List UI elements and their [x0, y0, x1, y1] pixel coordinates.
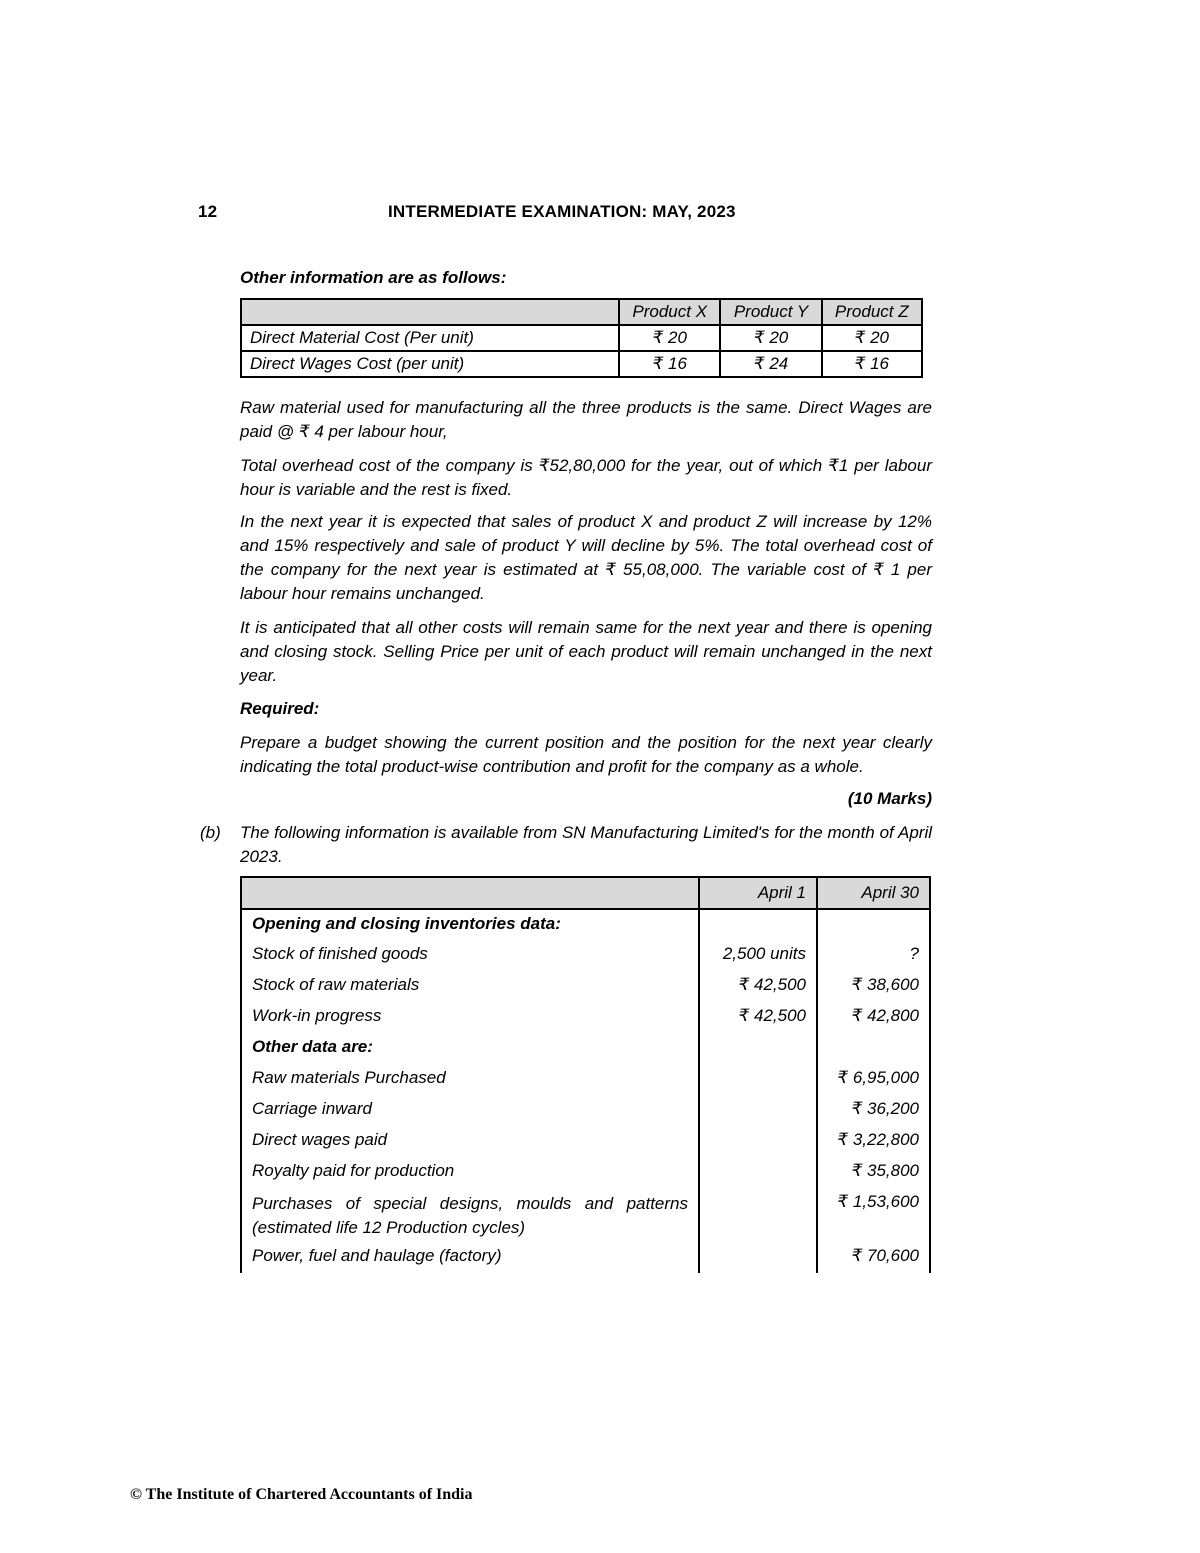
- row-label: Direct Material Cost (Per unit): [241, 325, 619, 351]
- page-number: 12: [198, 202, 218, 221]
- row-label: Power, fuel and haulage (factory): [241, 1242, 699, 1273]
- table-header-cell: Product Z: [822, 299, 922, 325]
- cell-value: ₹ 1,53,600: [817, 1188, 930, 1242]
- table-header-cell: Product X: [619, 299, 720, 325]
- cell-value: 2,500 units: [699, 940, 817, 971]
- cell-value: ₹ 35,800: [817, 1157, 930, 1188]
- copyright-footer: © The Institute of Chartered Accountants of India: [130, 1486, 473, 1503]
- table-row: [241, 971, 930, 1002]
- row-label: Royalty paid for production: [241, 1157, 699, 1188]
- cell-value: [699, 1095, 817, 1126]
- table-row: [241, 1095, 930, 1126]
- row-label: Stock of finished goods: [241, 940, 699, 971]
- cell-value: ₹ 42,500: [699, 971, 817, 1002]
- table-row: [241, 1064, 930, 1095]
- other-info-heading: Other information are as follows:: [240, 268, 507, 287]
- table-row: [241, 1157, 930, 1188]
- cell-value: [699, 1242, 817, 1273]
- table-row: [241, 325, 922, 351]
- paragraph-anticipated: It is anticipated that all other costs will remain same for the next year and there is opening and closing stock. Selling Price per unit of each product will remain unchanged in the next year.: [240, 618, 932, 685]
- required-heading: Required:: [240, 699, 320, 718]
- cell-value: ₹ 6,95,000: [817, 1064, 930, 1095]
- section-heading: Opening and closing inventories data:: [241, 909, 699, 940]
- cell-value: ₹ 16: [822, 351, 922, 377]
- cell-value: ₹ 42,500: [699, 1002, 817, 1033]
- required-text: Prepare a budget showing the current position and the position for the next year clearly indicating the total product-wise contribution and profit for the company as a whole.: [240, 733, 932, 776]
- inventory-data-table: [240, 876, 931, 1273]
- row-label: Raw materials Purchased: [241, 1064, 699, 1095]
- cell-value: ₹ 24: [720, 351, 821, 377]
- table-row: [241, 1242, 930, 1273]
- part-b-label: (b): [200, 823, 221, 842]
- paragraph-raw-material: Raw material used for manufacturing all the three products is the same. Direct Wages are paid @ ₹ 4 per labour hour,: [240, 398, 932, 441]
- table-header-cell: April 1: [699, 877, 817, 909]
- table-header-cell: April 30: [817, 877, 930, 909]
- cell-value: ₹ 16: [619, 351, 720, 377]
- cell-value: [699, 1188, 817, 1242]
- cell-value: ₹ 36,200: [817, 1095, 930, 1126]
- table-row: [241, 351, 922, 377]
- table-header-cell: Product Y: [720, 299, 821, 325]
- cell-value: ₹ 3,22,800: [817, 1126, 930, 1157]
- row-label: Direct wages paid: [241, 1126, 699, 1157]
- table-header-cell: [241, 877, 699, 909]
- cell-value: [699, 1126, 817, 1157]
- part-b-text: The following information is available from SN Manufacturing Limited's for the month of April 2023.: [240, 823, 932, 866]
- section-heading: Other data are:: [241, 1033, 699, 1064]
- table-header-row: [241, 877, 930, 909]
- cell-value: ₹ 70,600: [817, 1242, 930, 1273]
- paragraph-next-year: In the next year it is expected that sales of product X and product Z will increase by 12% and 15% respectively and sale of product Y will decline by 5%. The total overhead cost of the company for the next year is estimated at ₹ 55,08,000. The variable cost of ₹ 1 per labour hour remains unchanged.: [240, 512, 932, 603]
- cell-value: ?: [817, 940, 930, 971]
- marks-label: (10 Marks): [847, 789, 932, 808]
- paragraph-overhead: Total overhead cost of the company is ₹52,80,000 for the year, out of which ₹1 per labour hour is variable and the rest is fixed.: [240, 456, 932, 499]
- page-header-title: INTERMEDIATE EXAMINATION: MAY, 2023: [388, 202, 736, 221]
- table-row: [241, 1126, 930, 1157]
- row-label: Purchases of special designs, moulds and patterns (estimated life 12 Production cycles): [241, 1188, 699, 1242]
- cell-value: [699, 1157, 817, 1188]
- section-row: [241, 1033, 930, 1064]
- row-label: Direct Wages Cost (per unit): [241, 351, 619, 377]
- cell-value: ₹ 20: [720, 325, 821, 351]
- table-row: [241, 1188, 930, 1242]
- table-header-row: [241, 299, 922, 325]
- cell-value: ₹ 20: [822, 325, 922, 351]
- cell-value: ₹ 42,800: [817, 1002, 930, 1033]
- product-cost-table: [240, 298, 923, 378]
- row-label: Carriage inward: [241, 1095, 699, 1126]
- table-header-cell: [241, 299, 619, 325]
- section-row: [241, 909, 930, 940]
- cell-value: ₹ 20: [619, 325, 720, 351]
- row-label: Stock of raw materials: [241, 971, 699, 1002]
- table-row: [241, 940, 930, 971]
- cell-value: ₹ 38,600: [817, 971, 930, 1002]
- table-row: [241, 1002, 930, 1033]
- row-label: Work-in progress: [241, 1002, 699, 1033]
- cell-value: [699, 1064, 817, 1095]
